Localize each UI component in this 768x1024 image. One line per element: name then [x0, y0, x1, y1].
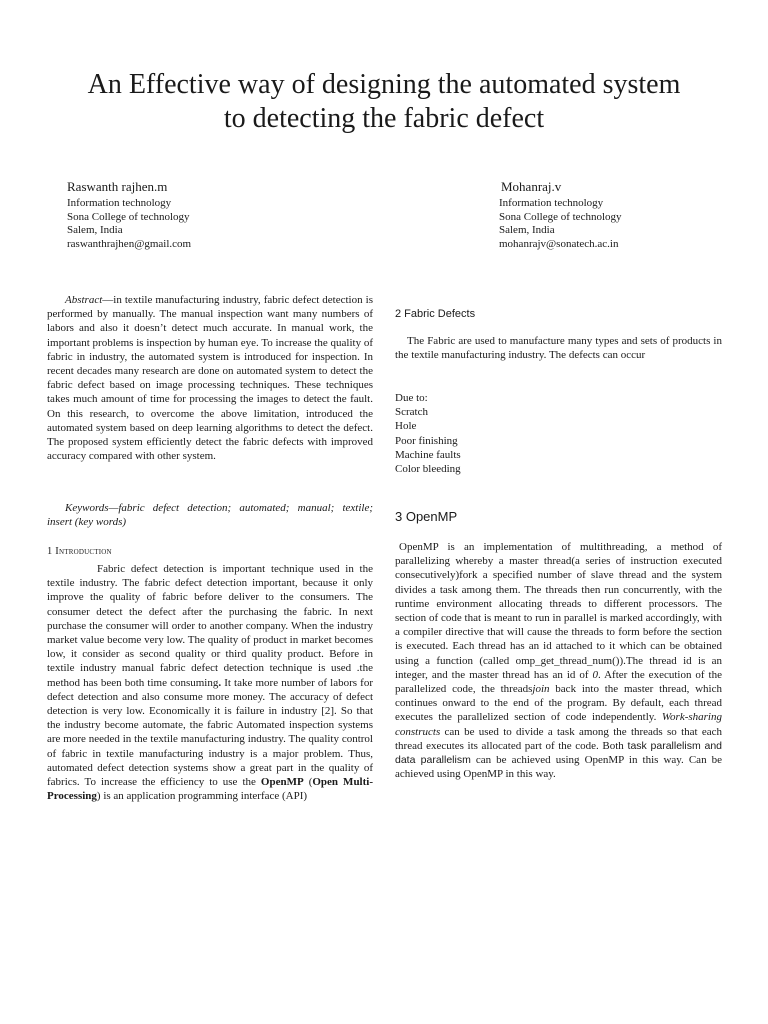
- abstract-label: Abstract: [65, 294, 103, 306]
- keywords-text: Keywords—fabric defect detection; automated; manual; textile; insert (key words): [47, 502, 373, 529]
- author-block-1: [67, 178, 191, 251]
- introduction-body: [47, 562, 373, 803]
- introduction-text-3: ) is an application programming interface (API): [96, 790, 308, 803]
- openmp-text-5: can be achieved using OpenMP in this way. Can be achieved using OpenMP in this way.: [395, 754, 722, 781]
- openmp-join: join: [532, 683, 550, 696]
- paper-title: [30, 68, 738, 136]
- abstract-text: —in textile manufacturing industry, fabric defect detection is performed by manually. The manual inspection want many numbers of labors and also it doesn’t detect much accurate. In manual work, the important problems is inspection by human eye. To increase the quality of fabric in industry, the automated system is introduced for inspection. In recent decades many research are done on automated system to detect the fabric defect based on image processing techniques. These techniques takes much amount of time for processing the images to detect the fault. On this research, to overcome the above limitation, introduced the automated system based on deep learning algorithms to detect the defect. The proposed system efficiently detect the fabric defects with improved accuracy compared with other system.: [47, 294, 373, 463]
- introduction-number: 1: [47, 546, 53, 557]
- openmp-full-term: Open Multi-Processing: [47, 776, 373, 803]
- list-item: Poor finishing: [395, 434, 458, 447]
- author-place: Salem, India: [67, 224, 123, 236]
- fabric-defects-text: The Fabric are used to manufacture many types and sets of products in the textile manufacturing industry. The defects can occur: [395, 335, 722, 362]
- openmp-text-2: . After the execution of the parallelized code, the threads: [395, 668, 722, 696]
- author-name: Raswanth rajhen.m: [67, 179, 168, 194]
- introduction-text-2: It take more number of labors for defect detection and also consume more money. The accuracy of defect detection is very low. Economically it is failure in industry [2]. So that the industry become automate, the fabric Automated inspection systems are more needed in the textile manufacturing industry. The quality control of fabric in textile manufacturing industry is a major problem. Thus, automated defect detection systems show a great part in the quality of fabrics. To increase the efficiency to use the: [47, 676, 373, 789]
- abstract: [47, 293, 373, 463]
- introduction-dot: .: [218, 676, 222, 689]
- introduction-heading: [47, 545, 373, 559]
- openmp-task-parallelism: task parallelism: [623, 739, 701, 752]
- openmp-term: OpenMP: [260, 776, 304, 789]
- list-item: Machine faults: [395, 448, 461, 461]
- introduction-text-1: Fabric defect detection is important technique used in the textile industry. The fabric defect detection important, because it only improve the quality of fabric before deliver to the consumers. The consumer detect the defect after the purchasing the fabric. In next purchase the consumer will order to another company. When the industry market value become very low. The quality of product in market becomes low, it consider as second quality or third quality product. Before in textile industry manual fabric defect detection technique is used .the method has been both time consuming: [47, 563, 373, 689]
- author-email: mohanrajv@sonatech.ac.in: [499, 237, 619, 250]
- author-org: Sona College of technology: [67, 210, 190, 223]
- introduction-title: Introduction: [55, 546, 112, 557]
- openmp-text-3: back into the master thread, which continues onward to the end of the program. By default, each thread executes the parallelized section of code independently.: [395, 683, 722, 724]
- openmp-heading: 3 OpenMP: [395, 509, 458, 524]
- author-org: Sona College of technology: [499, 210, 622, 223]
- list-item: Scratch: [395, 406, 428, 419]
- fabric-defects-body: [395, 334, 722, 362]
- fabric-defects-heading: 2 Fabric Defects: [395, 308, 476, 320]
- list-item: Due to:: [395, 392, 428, 404]
- openmp-body: [395, 540, 722, 781]
- defect-list: [395, 391, 722, 476]
- openmp-and: and: [700, 739, 722, 752]
- keywords: [47, 501, 373, 529]
- author-block-2: [499, 178, 622, 251]
- author-place: Salem, India: [499, 224, 555, 236]
- author-name: Mohanraj.v: [501, 179, 562, 194]
- openmp-data-parallelism: data parallelism: [395, 754, 471, 767]
- list-item: Color bleeding: [395, 463, 461, 476]
- list-item: Hole: [395, 420, 417, 433]
- author-email: raswanthrajhen@gmail.com: [67, 237, 192, 250]
- title-line-1: An Effective way of designing the automated system: [87, 69, 681, 100]
- paren-open: (: [303, 776, 313, 789]
- openmp-work-sharing: Work-sharing constructs: [395, 711, 722, 738]
- openmp-zero: 0: [592, 668, 598, 681]
- author-dept: Information technology: [67, 197, 172, 209]
- openmp-text-4: can be used to divide a task among the threads so that each thread executes its allocated part of the code. Both: [395, 725, 722, 752]
- openmp-text-1: OpenMP is an implementation of multithreading, a method of parallelizing whereby a master thread(a series of instruction executed consecutively)fork a specified number of slave thread and the system divides a task among them. The threads then run concurrently, with the runtime environment allocating threads to different processors. The section of code that is meant to run in parallel is marked accordingly, with a compiler directive that will cause the threads to form before the section is executed. Each thread has an id attached to it which can be obtained using a function (called omp_get_thread_num()).The thread id is an integer, and the master thread has an id of: [395, 541, 722, 681]
- author-dept: Information technology: [499, 197, 604, 209]
- title-line-2: to detecting the fabric defect: [223, 103, 545, 134]
